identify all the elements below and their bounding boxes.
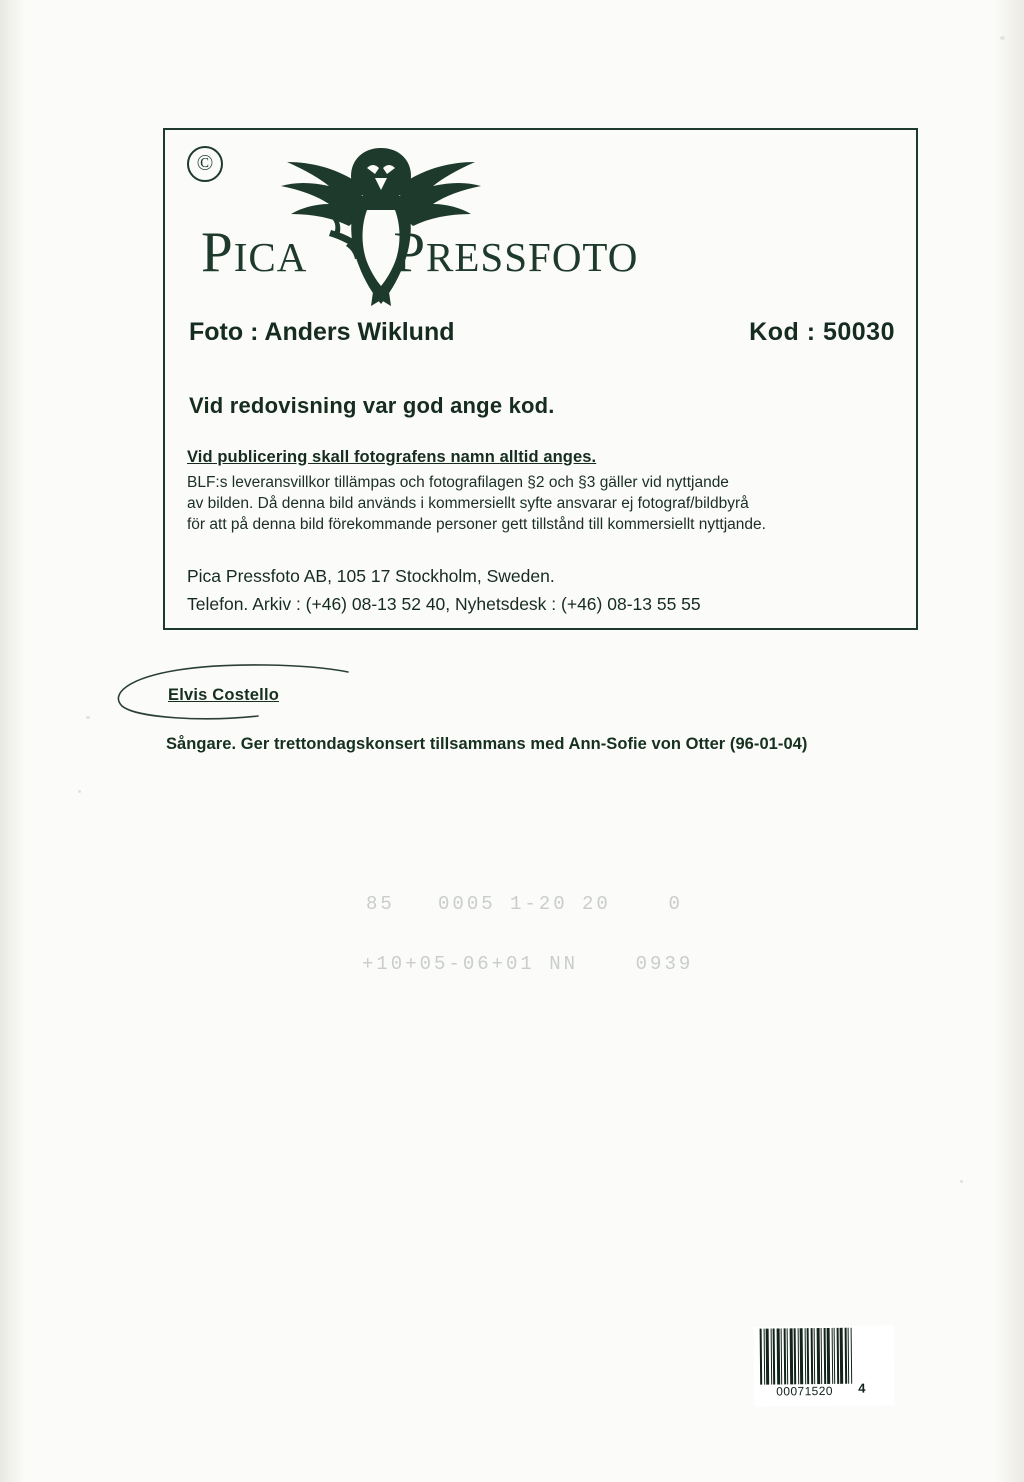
- reporting-notice: Vid redovisning var god ange kod.: [189, 393, 555, 418]
- barcode-bars: [760, 1327, 889, 1384]
- caption-subject-name: Elvis Costello: [168, 686, 280, 704]
- legal-terms-block: [187, 472, 899, 535]
- legal-line-3: för att på denna bild förekommande personer gett tillstånd till kommersiellt nyttjande.: [187, 516, 766, 533]
- agency-phone: Telefon. Arkiv : (+46) 08-13 52 40, Nyhetsdesk : (+46) 08-13 55 55: [187, 594, 701, 614]
- wordmark-pica-smallcaps: ICA: [233, 234, 308, 280]
- agency-wordmark: [201, 220, 638, 285]
- photographer-label: Foto : Anders Wiklund: [189, 318, 455, 346]
- caption-description: Sångare. Ger trettondagskonsert tillsammans med Ann-Sofie von Otter (96-01-04): [166, 735, 808, 753]
- legal-line-1: BLF:s leveransvillkor tillämpas och fotografilagen §2 och §3 gäller vid nyttjande: [187, 474, 729, 491]
- legal-line-2: av bilden. Då denna bild används i kommersiellt syfte ansvarar ej fotograf/bildbyrå: [187, 495, 749, 512]
- scan-speckle: [1000, 36, 1005, 40]
- barcode-number: 00071520: [776, 1383, 833, 1399]
- scan-speckle: [78, 790, 81, 793]
- press-agency-stamp-box: [163, 128, 918, 630]
- code-label: Kod : 50030: [749, 318, 895, 346]
- scan-speckle: [960, 1180, 963, 1183]
- agency-contact-block: [187, 562, 899, 618]
- faint-code-line-1: 85 0005 1-20 20 0: [366, 893, 683, 915]
- photographer-row: [189, 318, 895, 347]
- agency-logo: [189, 142, 729, 302]
- copyright-icon: ©: [187, 146, 223, 182]
- agency-address: Pica Pressfoto AB, 105 17 Stockholm, Sweden.: [187, 566, 555, 586]
- wordmark-pressfoto-smallcaps: RESSFOTO: [426, 234, 639, 280]
- barcode-label: [754, 1325, 895, 1406]
- wordmark-pressfoto: PRESSFOTO: [393, 221, 639, 284]
- faint-code-line-2: +10+05-06+01 NN 0939: [362, 953, 694, 975]
- scan-speckle: [86, 716, 90, 719]
- publication-notice: Vid publicering skall fotografens namn alltid anges.: [187, 448, 597, 466]
- barcode-suffix: 4: [858, 1380, 866, 1396]
- wordmark-pica: PICA: [201, 221, 308, 284]
